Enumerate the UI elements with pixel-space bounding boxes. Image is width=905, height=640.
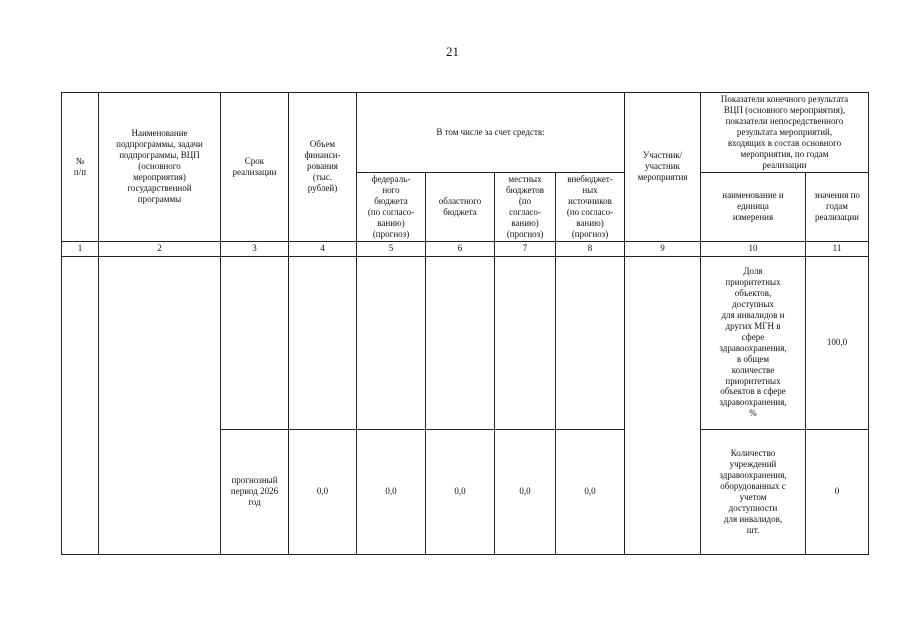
column-number: 2 <box>99 241 221 256</box>
program-table <box>61 92 869 555</box>
cell-federal <box>357 256 426 429</box>
column-number: 11 <box>806 241 869 256</box>
cell-regional: 0,0 <box>426 429 495 554</box>
column-number: 3 <box>221 241 289 256</box>
cell-indicator-name: Доля приоритетных объектов, доступных для инвалидов и других МГН в сфере здравоохранения, в общем количестве приоритетных объектов в сфере здравоохранения, % <box>701 256 806 429</box>
column-number: 9 <box>625 241 701 256</box>
header-col-federal: федераль- ного бюджета (по согласо- ванию) (прогноз) <box>357 172 426 241</box>
cell-indicator-value: 100,0 <box>806 256 869 429</box>
header-col-number: № п/п <box>62 93 99 242</box>
cell-name <box>99 256 221 554</box>
header-col-name: Наименование подпрограммы, задачи подпрограммы, ВЦП (основного мероприятия) государственной программы <box>99 93 221 242</box>
cell-regional <box>426 256 495 429</box>
cell-volume <box>289 256 357 429</box>
column-number: 6 <box>426 241 495 256</box>
cell-extra: 0,0 <box>556 429 625 554</box>
column-number: 7 <box>495 241 556 256</box>
cell-local: 0,0 <box>495 429 556 554</box>
cell-extra <box>556 256 625 429</box>
header-col-regional: областного бюджета <box>426 172 495 241</box>
column-numbers-row <box>62 241 869 256</box>
cell-participant <box>625 256 701 554</box>
table-row <box>62 256 869 429</box>
header-row-1 <box>62 93 869 173</box>
header-col-volume: Объем финанси- рования (тыс. рублей) <box>289 93 357 242</box>
header-col-participant: Участник/ участник мероприятия <box>625 93 701 242</box>
cell-indicator-name: Количество учреждений здравоохранения, оборудованных с учетом доступности для инвалидов, шт. <box>701 429 806 554</box>
column-number: 10 <box>701 241 806 256</box>
cell-period <box>221 256 289 429</box>
column-number: 4 <box>289 241 357 256</box>
header-group-sources: В том числе за счет средств: <box>357 93 625 173</box>
header-col-period: Срок реализации <box>221 93 289 242</box>
header-col-indicator-values: значения по годам реализации <box>806 172 869 241</box>
cell-volume: 0,0 <box>289 429 357 554</box>
cell-indicator-value: 0 <box>806 429 869 554</box>
header-col-extra: внебюджет- ных источников (по согласо- ванию) (прогноз) <box>556 172 625 241</box>
column-number: 8 <box>556 241 625 256</box>
header-col-local: местных бюджетов (по согласо- ванию) (прогноз) <box>495 172 556 241</box>
cell-federal: 0,0 <box>357 429 426 554</box>
cell-number <box>62 256 99 554</box>
cell-local <box>495 256 556 429</box>
page-number: 21 <box>446 44 459 59</box>
column-number: 5 <box>357 241 426 256</box>
header-group-indicators: Показатели конечного результата ВЦП (основного мероприятия), показатели непосредственного результата мероприятий, входящих в состав основного мероприятия, по годам реализации <box>701 93 869 173</box>
column-number: 1 <box>62 241 99 256</box>
cell-period: прогнозный период 2026 год <box>221 429 289 554</box>
header-col-indicator-name: наименование и единица измерения <box>701 172 806 241</box>
